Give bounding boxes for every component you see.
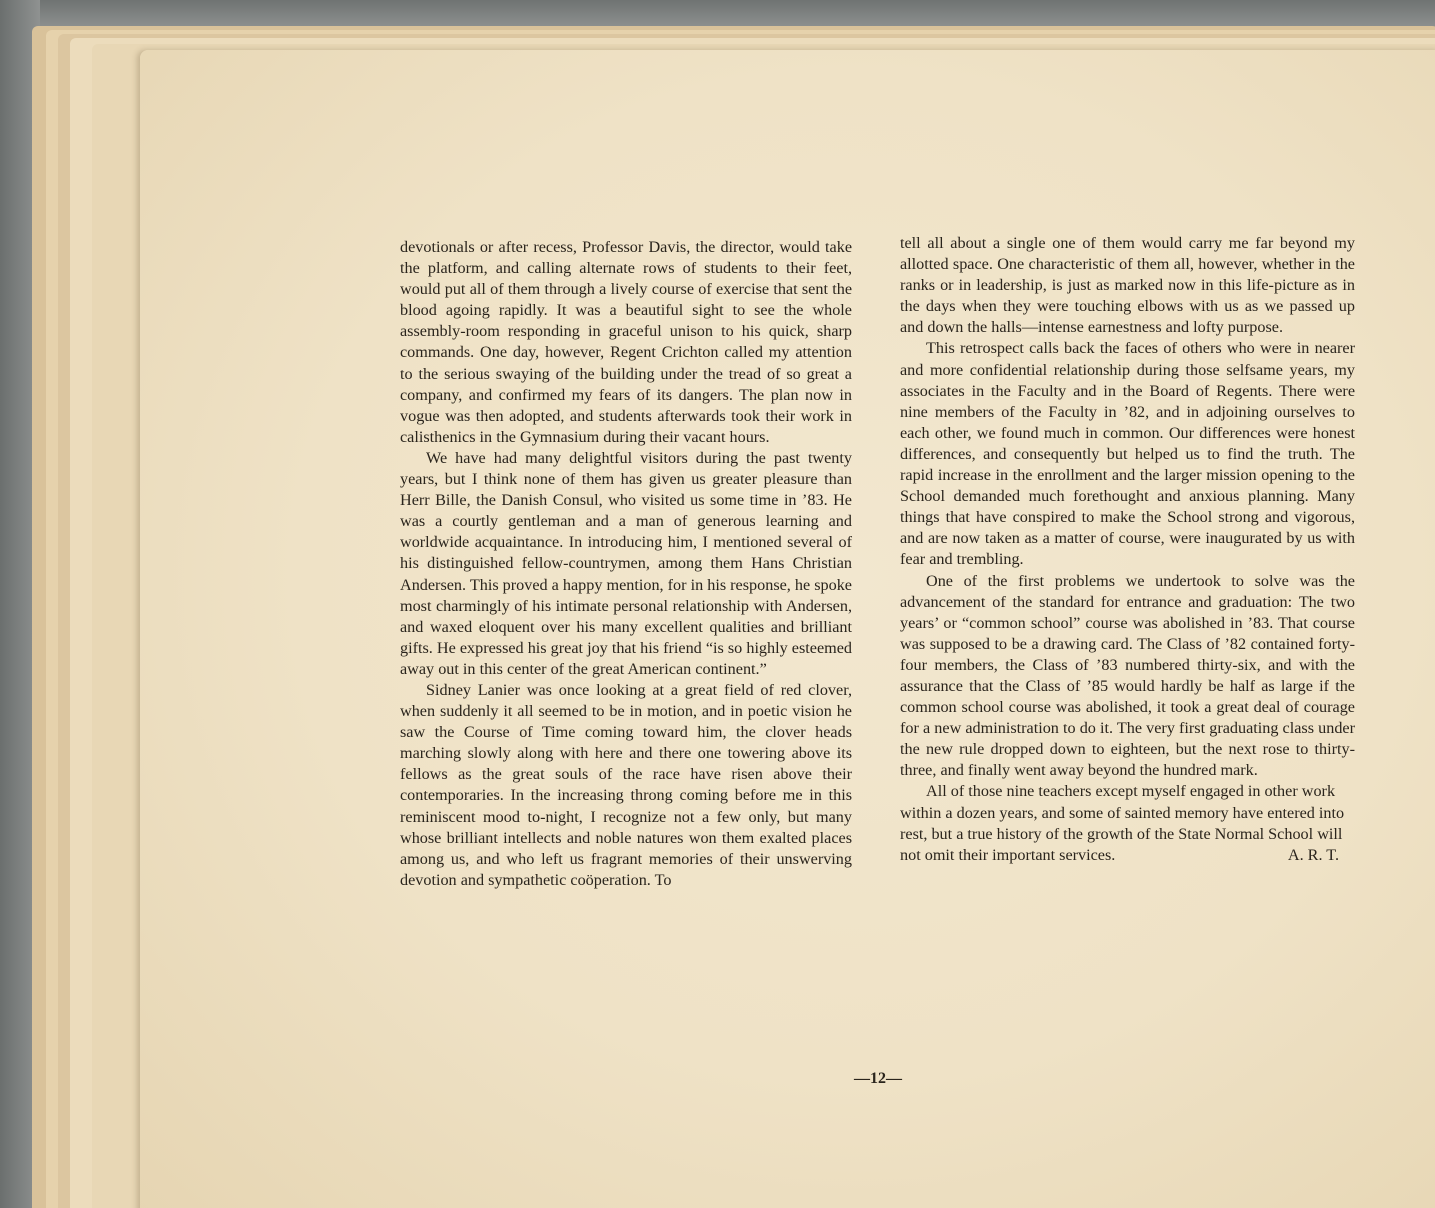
right-text-column xyxy=(900,233,1355,866)
paragraph: tell all about a single one of them would carry me far beyond my allotted space. One characteristic of them all, however, whether in the ranks or in leadership, is just as marked now in this life-picture as in the days when they were touching elbows with us as we passed up and down the halls—intense earnestness and lofty purpose. xyxy=(900,234,1355,337)
page-number: —12— xyxy=(854,1070,902,1087)
paragraph: We have had many delightful visitors during the past twenty years, but I think none of them has given us greater pleasure than Herr Bille, the Danish Consul, who visited us some time in ’83. He was a courtly gentleman and a man of generous learning and worldwide acquaintance. In introducing him, I mentioned several of his distinguished fellow-countrymen, among them Hans Christian Andersen. This proved a happy mention, for in his response, he spoke most charmingly of his intimate personal relationship with Andersen, and waxed eloquent over his many excellent qualities and brilliant gifts. He expressed his great joy that his friend “is so highly esteemed away out in this center of the great American continent.” xyxy=(400,448,852,678)
paragraph: All of those nine teachers except myself engaged in other work within a dozen years, and some of sainted memory have entered into rest, but a true history of the growth of the State Normal School will not omit their important services. xyxy=(900,782,1345,864)
paragraph: Sidney Lanier was once looking at a great field of red clover, when suddenly it all seemed to be in motion, and in poetic vision he saw the Course of Time coming toward him, the clover heads marching slowly along with here and there one towering above its fellows as the great souls of the race have risen above their contemporaries. In the increasing throng coming before me in this reminiscent mood to-night, I recognize not a few only, but many whose brilliant intellects and noble natures won them exalted places among us, and who left us fragrant memories of their unswerving devotion and sympathetic coöperation. To xyxy=(400,680,852,889)
paragraph: One of the first problems we undertook to solve was the advancement of the standard for entrance and graduation: The two years’ or “common school” course was abolished in ’83. That course was supposed to be a drawing card. The Class of ’82 contained forty-four members, the Class of ’83 numbered thirty-six, and with the assurance that the Class of ’85 would hardly be half as large if the common school course was abolished, it took a great deal of courage for a new administration to do it. The very first graduating class under the new rule dropped down to eighteen, but the next rose to thirty-three, and finally went away beyond the hundred mark. xyxy=(900,571,1355,780)
author-signature: A. R. T. xyxy=(1287,845,1339,864)
paragraph: This retrospect calls back the faces of others who were in nearer and more confidential relationship during those selfsame years, my associates in the Faculty and in the Board of Regents. There were nine members of the Faculty in ’82, and in adjoining ourselves to each other, we found much in common. Our differences were honest differences, and consequently but helped us to find the truth. The rapid increase in the enrollment and the larger mission opening to the School demanded much forethought and anxious planning. Many things that have conspired to make the School strong and vigorous, and are now taken as a matter of course, were inaugurated by us with fear and trembling. xyxy=(900,339,1355,569)
paragraph: devotionals or after recess, Professor Davis, the director, would take the platform, and calling alternate rows of students to their feet, would put all of them through a lively course of exercise that sent the blood agoing rapidly. It was a beautiful sight to see the whole assembly-room responding in graceful unison to his quick, sharp commands. One day, however, Regent Crichton called my attention to the serious swaying of the building under the tread of so great a company, and confirmed my fears of its dangers. The plan now in vogue was then adopted, and students afterwards took their work in calisthenics in the Gymnasium during their vacant hours. xyxy=(400,238,852,446)
closing-paragraph xyxy=(900,781,1355,865)
left-text-column xyxy=(400,237,852,891)
book-cover-top xyxy=(0,0,1435,28)
